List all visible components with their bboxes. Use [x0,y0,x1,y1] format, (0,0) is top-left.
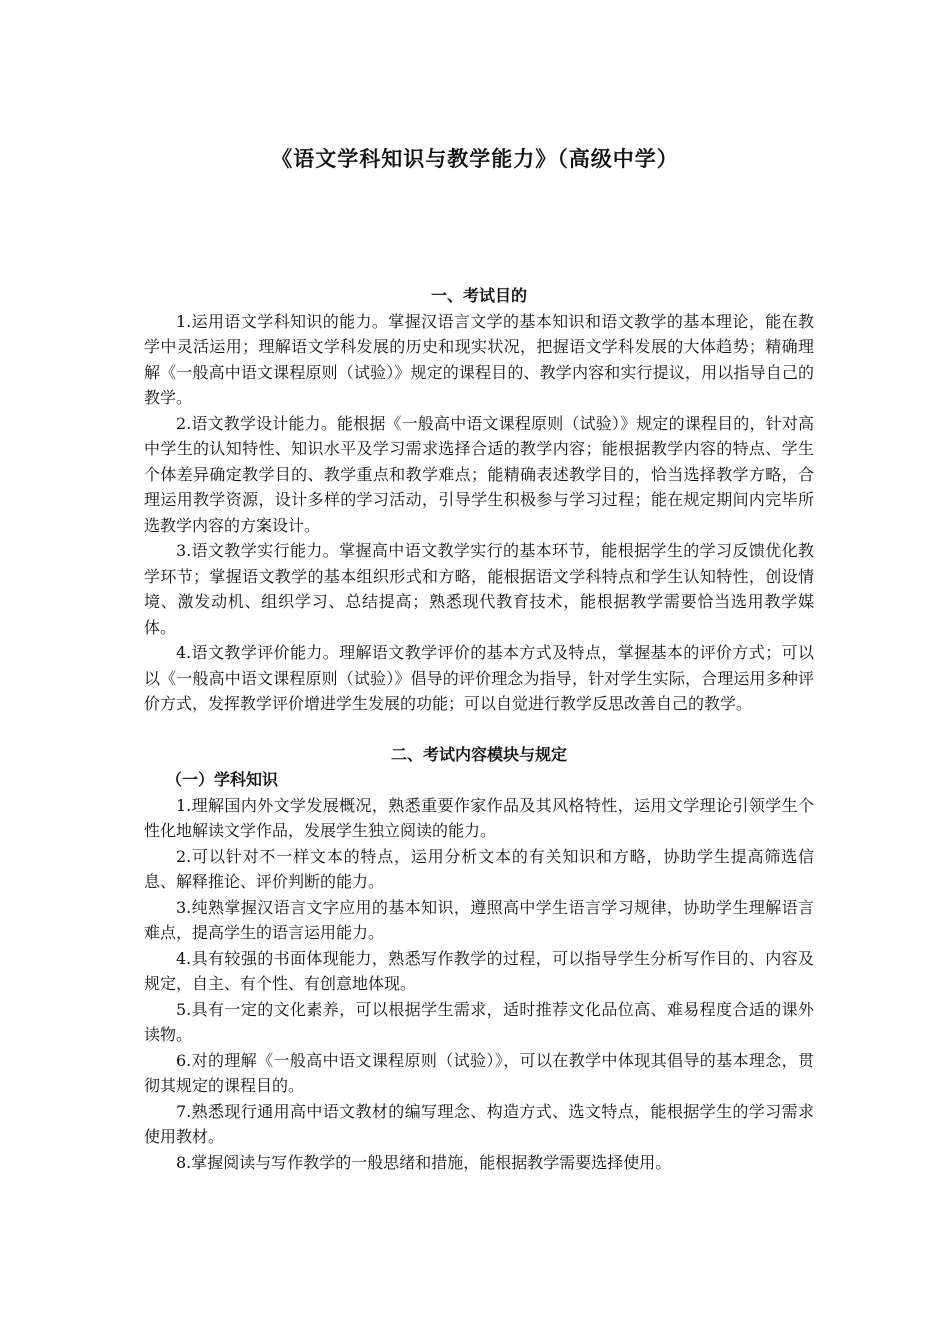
paragraph: 1.运用语文学科知识的能力。掌握汉语言文学的基本知识和语文教学的基本理论，能在教学中灵活运用；理解语文学科发展的历史和现实状况，把握语文学科发展的大体趋势；精确理解《一般高中语文课程原则（试验）》规定的课程目的、教学内容和实行提议，用以指导自己的教学。 [144,311,814,407]
paragraph: 7.熟悉现行通用高中语文教材的编写理念、构造方式、选文特点，能根据学生的学习需求使用教材。 [144,1101,814,1146]
paragraph: 1.理解国内外文学发展概况，熟悉重要作家作品及其风格特性，运用文学理论引领学生个性化地解读文学作品，发展学生独立阅读的能力。 [144,795,814,840]
document-body [144,283,814,1175]
subheading-subject-knowledge: （一）学科知识 [166,770,279,789]
paragraph: 3.语文教学实行能力。掌握高中语文教学实行的基本环节，能根据学生的学习反馈优化教学环节；掌握语文教学的基本组织形式和方略，能根据语文学科特点和学生认知特性，创设情境、激发动机、组织学习、总结提高；熟悉现代教育技术，能根据教学需要恰当选用教学媒体。 [144,541,814,637]
paragraph: 6.对的理解《一般高中语文课程原则（试验）》，可以在教学中体现其倡导的基本理念，贯彻其规定的课程目的。 [144,1050,814,1095]
section-heading-exam-purpose: 一、考试目的 [430,286,527,305]
section-heading-exam-content: 二、考试内容模块与规定 [390,744,567,764]
paragraph: 2.可以针对不一样文本的特点，运用分析文本的有关知识和方略，协助学生提高筛选信息、解释推论、评价判断的能力。 [144,846,814,891]
paragraph: 8.掌握阅读与写作教学的一般思绪和措施，能根据教学需要选择使用。 [176,1152,672,1172]
paragraph: 4.具有较强的书面体现能力，熟悉写作教学的过程，可以指导学生分析写作目的、内容及规定，自主、有个性、有创意地体现。 [144,948,814,993]
paragraph: 2.语文教学设计能力。能根据《一般高中语文课程原则（试验）》规定的课程目的，针对高中学生的认知特性、知识水平及学习需求选择合适的教学内容；能根据教学内容的特点、学生个体差异确定教学目的、教学重点和教学难点；能精确表述教学目的，恰当选择教学方略，合理运用教学资源，设计多样的学习活动，引导学生积极参与学习过程；能在规定期间内完毕所选教学内容的方案设计。 [144,413,814,535]
section-spacer [144,717,814,742]
paragraph: 5.具有一定的文化素养，可以根据学生需求，适时推荐文化品位高、难易程度合适的课外读物。 [144,999,814,1044]
paragraph: 4.语文教学评价能力。理解语文教学评价的基本方式及特点，掌握基本的评价方式；可以以《一般高中语文课程原则（试验）》倡导的评价理念为指导，针对学生实际，合理运用多种评价方式，发挥教学评价增进学生发展的功能；可以自觉进行教学反思改善自己的教学。 [144,643,814,713]
document-title: 《语文学科知识与教学能力》（高级中学） [271,147,679,171]
paragraph: 3.纯熟掌握汉语言文字应用的基本知识，遵照高中学生语言学习规律，协助学生理解语言难点，提高学生的语言运用能力。 [144,897,814,942]
